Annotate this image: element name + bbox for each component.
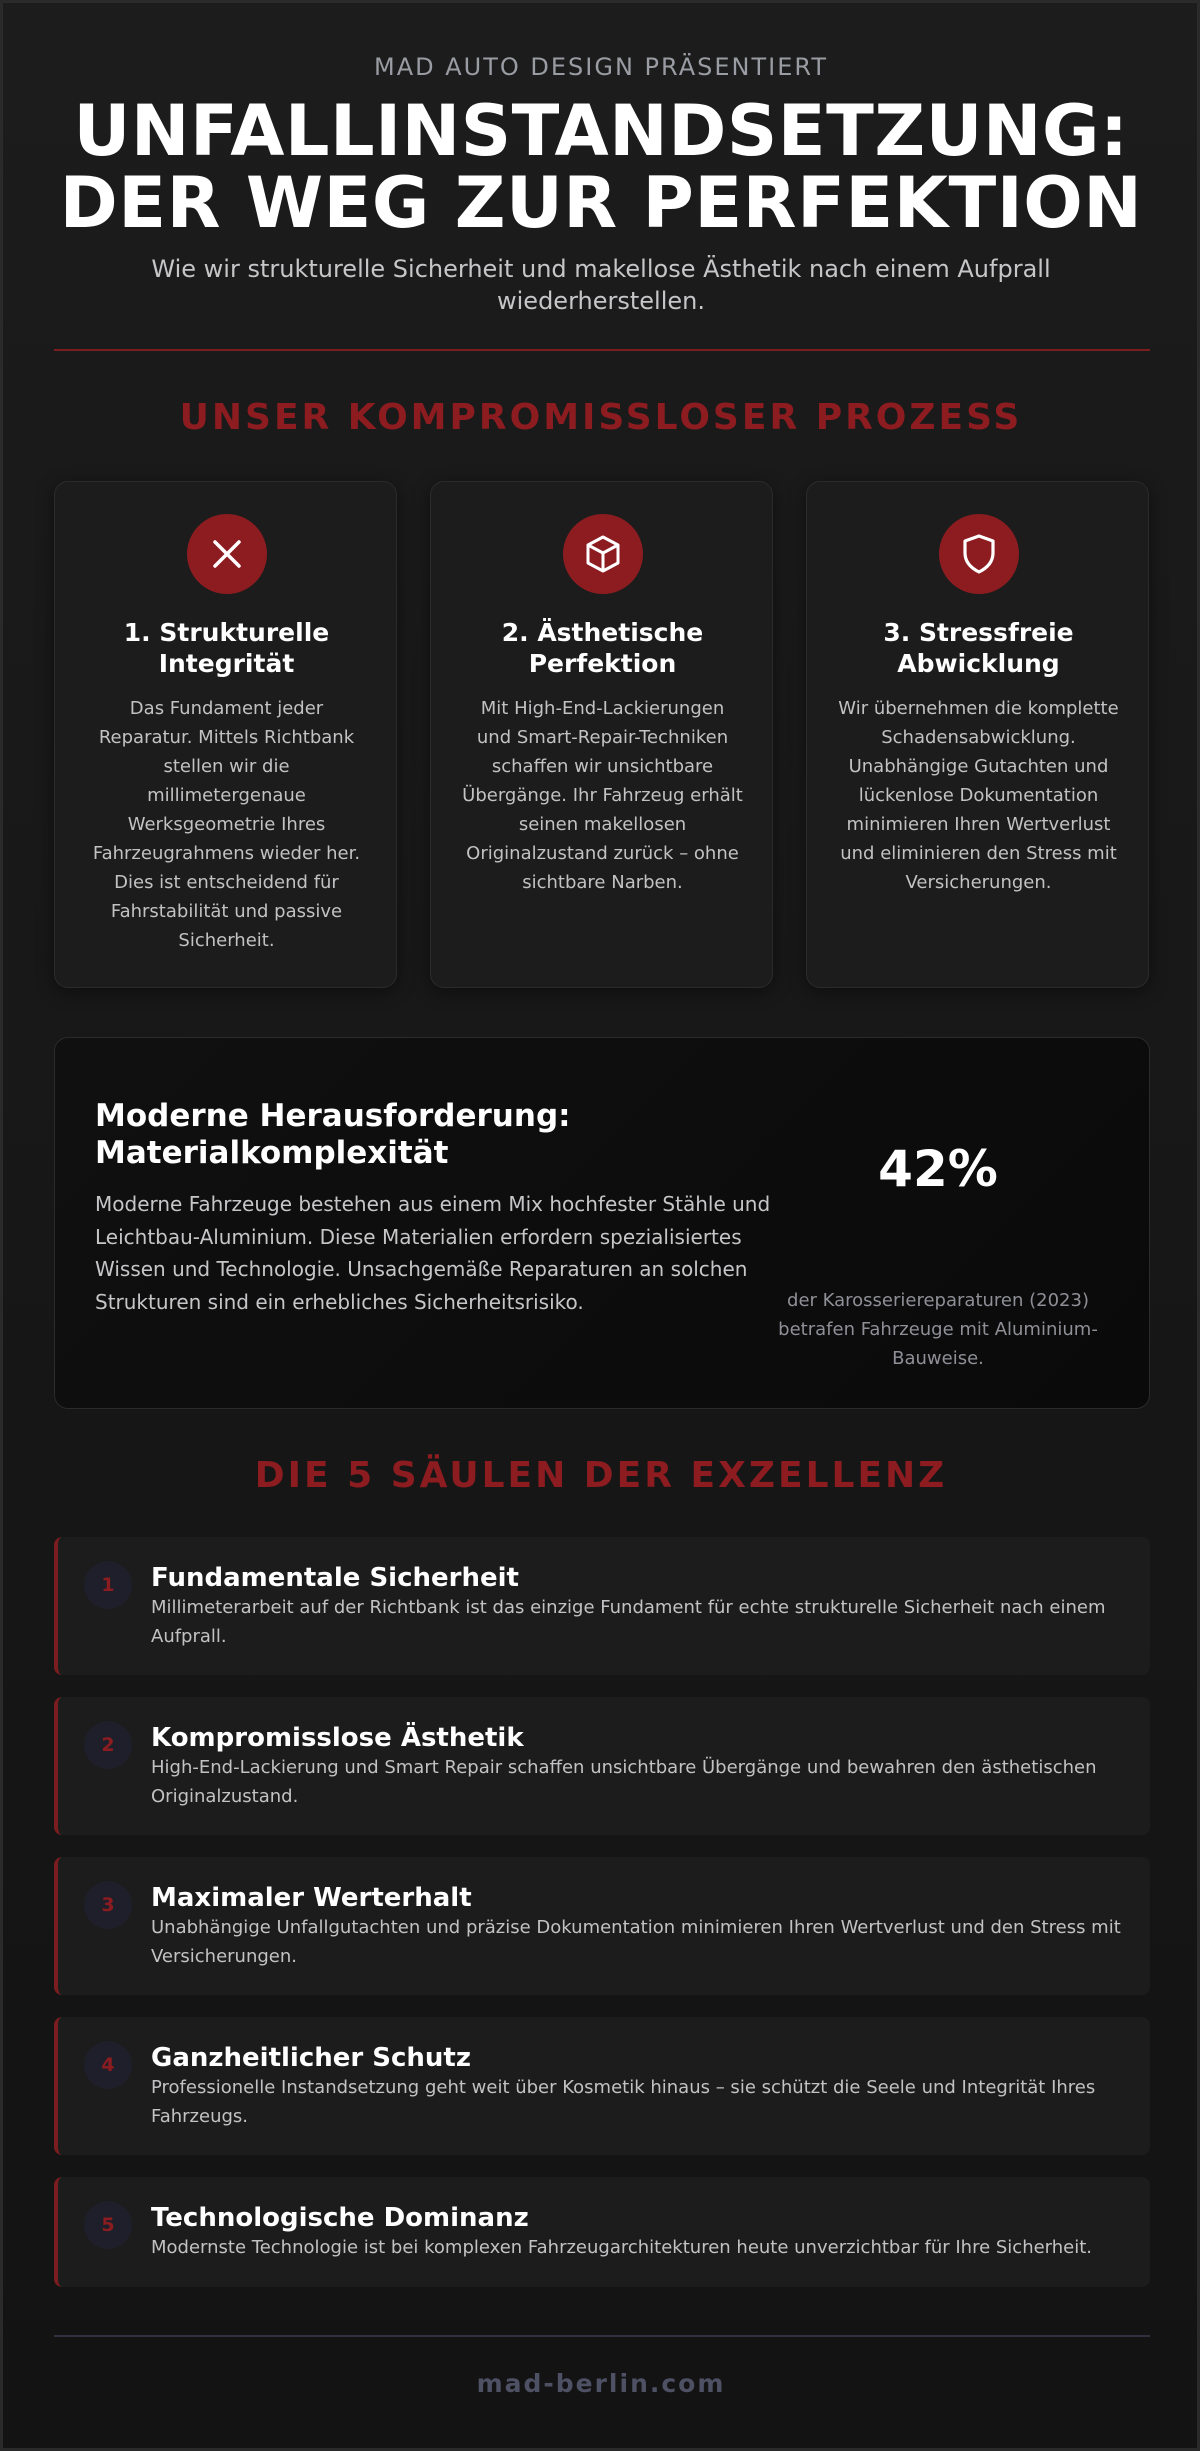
challenge-panel (54, 1037, 1150, 1409)
challenge-stat-caption: der Karosseriereparaturen (2023) betrafen Fahrzeuge mit Aluminium-Bauweise. (778, 1290, 1098, 1369)
pillar-item (54, 2177, 1150, 2287)
close-x-icon (187, 514, 267, 594)
cube-icon (563, 514, 643, 594)
header-divider (54, 349, 1150, 351)
challenge-stat-value: 42% (878, 1140, 998, 1198)
pillar-item (54, 1697, 1150, 1835)
pillar-number-badge: 4 (84, 2041, 132, 2089)
pillar-title: Fundamentale Sicherheit (151, 1563, 519, 1593)
pillar-number-badge: 2 (84, 1721, 132, 1769)
pillar-text: Professionelle Instandsetzung geht weit über Kosmetik hinaus – sie schützt die Seele und Integrität Ihres Fahrzeugs. (151, 2077, 1096, 2127)
pillar-item (54, 1537, 1150, 1675)
footer-domain: mad-berlin.com (476, 2369, 726, 2398)
process-card-title: 1. Strukturelle Integrität (123, 618, 330, 678)
process-card-structural (54, 481, 397, 988)
infographic-page (2, 2, 1198, 2449)
pillar-text: Unabhängige Unfallgutachten und präzise Dokumentation minimieren Ihren Wertverlust und den Stress mit Versicherungen. (151, 1917, 1121, 1967)
pillar-item (54, 2017, 1150, 2155)
challenge-text: Moderne Fahrzeuge bestehen aus einem Mix hochfester Stähle und Leichtbau-Aluminium. Diese Materialien erfordern spezialisiertes Wissen und Technologie. Unsachgemäße Reparaturen an solchen Strukturen sind ein erhebliches Sicherheitsrisiko. (95, 1192, 771, 1314)
pillar-number-badge: 3 (84, 1881, 132, 1929)
headline-line-2: DER WEG ZUR PERFEKTION (59, 162, 1143, 244)
pillar-number-badge: 1 (84, 1561, 132, 1609)
process-section-title: UNSER KOMPROMISSLOSER PROZESS (179, 397, 1023, 438)
process-card-text: Wir übernehmen die komplette Schadensabwicklung. Unabhängige Gutachten und lückenlose Dokumentation minimieren Ihren Wertverlust und eliminieren den Stress mit Versicherungen. (838, 698, 1119, 893)
footer-divider (54, 2335, 1150, 2337)
process-card-title: 3. Stressfreie Abwicklung (883, 618, 1074, 678)
pillar-title: Maximaler Werterhalt (151, 1883, 472, 1913)
pillar-text: Millimeterarbeit auf der Richtbank ist das einzige Fundament für echte strukturelle Sicherheit nach einem Aufprall. (151, 1597, 1106, 1647)
pillars-section-title: DIE 5 SÄULEN DER EXZELLENZ (254, 1455, 948, 1496)
pillar-item (54, 1857, 1150, 1995)
process-card-handling (806, 481, 1149, 988)
pillar-text: Modernste Technologie ist bei komplexen Fahrzeugarchitekturen heute unverzichtbar für Ihre Sicherheit. (151, 2237, 1093, 2258)
pillar-title: Ganzheitlicher Schutz (151, 2043, 471, 2073)
challenge-title: Moderne Herausforderung: Materialkomplexität (95, 1098, 571, 1171)
page-subtitle: Wie wir strukturelle Sicherheit und makellose Ästhetik nach einem Aufprall wiederherstellen. (151, 255, 1051, 315)
pillar-title: Technologische Dominanz (151, 2203, 529, 2233)
headline-line-1: UNFALLINSTANDSETZUNG: (73, 90, 1129, 172)
page-title (3, 90, 1199, 244)
shield-icon (939, 514, 1019, 594)
pillar-text: High-End-Lackierung und Smart Repair schaffen unsichtbare Übergänge und bewahren den ästhetischen Originalzustand. (151, 1757, 1097, 1807)
process-card-title: 2. Ästhetische Perfektion (501, 618, 704, 678)
pillar-number-badge: 5 (84, 2201, 132, 2249)
header-kicker: MAD AUTO DESIGN PRÄSENTIERT (374, 53, 828, 81)
pillar-title: Kompromisslose Ästhetik (151, 1723, 524, 1753)
process-card-text: Das Fundament jeder Reparatur. Mittels Richtbank stellen wir die millimetergenaue Werksgeometrie Ihres Fahrzeugrahmens wieder her. Dies ist entscheidend für Fahrstabilität und passive Sicherheit. (92, 698, 361, 951)
process-card-aesthetic (430, 481, 773, 988)
process-card-text: Mit High-End-Lackierungen und Smart-Repair-Techniken schaffen wir unsichtbare Übergänge. Ihr Fahrzeug erhält seinen makellosen Originalzustand zurück – ohne sichtbare Narben. (462, 698, 743, 893)
